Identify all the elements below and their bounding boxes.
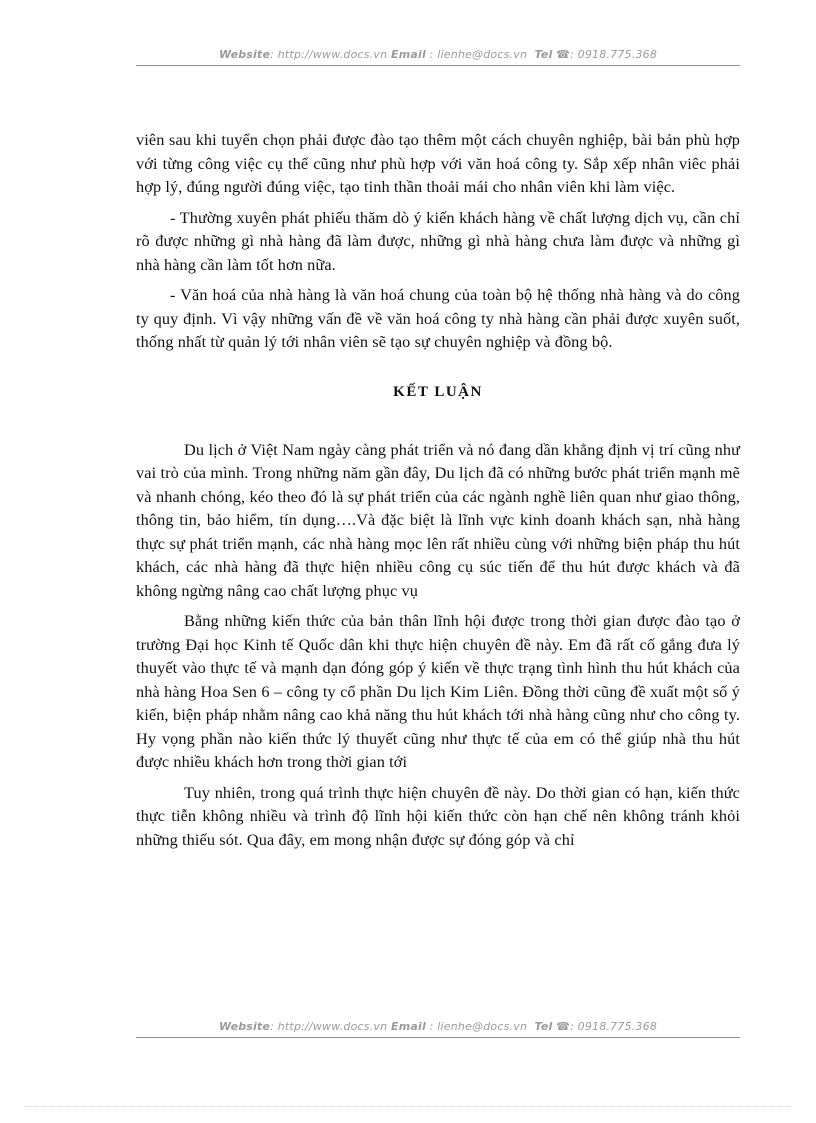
phone-icon: ☎ bbox=[556, 48, 571, 61]
paragraph-conclusion-limitations: Tuy nhiên, trong quá trình thực hiện chuyên đề này. Do thời gian có hạn, kiến thức thực tiễn không nhiều và trình độ lĩnh hội kiến thức còn hạn chế nên không tránh khỏi những thiếu sót. Qua đây, em mong nhận được sự đóng góp và chỉ bbox=[136, 782, 740, 849]
section-title: KẾT LUẬN bbox=[393, 383, 483, 400]
paragraph-conclusion-knowledge: Bằng những kiến thức của bản thân lĩnh hội được trong thời gian được đào tạo ở trường Đại học Kinh tế Quốc dân khi thực hiện chuyên đề này. Em đã rất cố gắng đưa lý thuyết vào thực tế và mạnh dạn đóng góp ý kiến về thực trạng tình hình thu hút khách của nhà hàng Hoa Sen 6 – công ty cổ phần Du lịch Kim Liên. Đồng thời cũng đề xuất một số ý kiến, biện pháp nhằm nâng cao khả năng thu hút khách tới nhà hàng cũng như cho công ty. Hy vọng phần nào kiến thức lý thuyết cũng như thực tế của em có thể giúp nhà thu hút được nhiều khách hơn trong thời gian tới bbox=[136, 611, 740, 771]
footer-email-value: : lienhe@docs.vn bbox=[429, 1020, 528, 1033]
header-website-label: Website bbox=[218, 48, 271, 61]
page-bottom-edge bbox=[24, 1106, 792, 1107]
paragraph-staff-training: viên sau khi tuyển chọn phải được đào tạo thêm một cách chuyên nghiệp, bài bản phù hợp với từng công việc cụ thể cũng như phù hợp với văn hoá công ty. Sắp xếp nhân viêc phải hợp lý, đúng người đúng việc, tạo tinh thần thoải mái cho nhân viên khi làm việc. bbox=[136, 130, 740, 196]
footer-tel-label: Tel bbox=[534, 1020, 553, 1033]
footer-email-label: Email bbox=[391, 1020, 426, 1033]
page-footer bbox=[136, 1020, 740, 1033]
footer-rule bbox=[136, 1037, 740, 1038]
footer-tel-value: : 0918.775.368 bbox=[570, 1020, 658, 1033]
phone-icon: ☎ bbox=[556, 1020, 571, 1033]
page-content bbox=[136, 128, 740, 851]
paragraph-survey: - Thường xuyên phát phiếu thăm dò ý kiến khách hàng về chất lượng dịch vụ, cần chỉ rõ được những gì nhà hàng đã làm được, những gì nhà hàng chưa làm được và những gì nhà hàng cần làm tốt hơn nữa. bbox=[136, 207, 740, 274]
footer-website-value: : http://www.docs.vn bbox=[270, 1020, 388, 1033]
page-header bbox=[136, 48, 740, 61]
header-tel-label: Tel bbox=[534, 48, 553, 61]
footer-website-label: Website bbox=[218, 1020, 271, 1033]
header-email-label: Email bbox=[391, 48, 426, 61]
paragraph-culture: - Văn hoá của nhà hàng là văn hoá chung của toàn bộ hệ thống nhà hàng và do công ty quy định. Vì vậy những vấn đề về văn hoá công ty nhà hàng cần phải được xuyên suốt, thống nhất từ quản lý tới nhân viên sẽ tạo sự chuyên nghiệp và đồng bộ. bbox=[136, 285, 740, 351]
header-website-value: : http://www.docs.vn bbox=[270, 48, 388, 61]
header-rule bbox=[136, 65, 740, 66]
paragraph-conclusion-tourism: Du lịch ở Việt Nam ngày càng phát triển và nó đang dần khẳng định vị trí cũng như vai trò của mình. Trong những năm gần đây, Du lịch đã có những bước phát triển mạnh mẽ và nhanh chóng, kéo theo đó là sự phát triển của các ngành nghề liên quan như giao thông, thông tin, bảo hiểm, tín dụng….Và đặc biệt là lĩnh vực kinh doanh khách sạn, nhà hàng thực sự phát triển mạnh, các nhà hàng mọc lên rất nhiều cùng với những biện pháp thu hút khách, các nhà hàng đã thực hiện nhiều công cụ súc tiến để thu hút được khách và đã không ngừng nâng cao chất lượng phục vụ bbox=[136, 439, 740, 600]
header-email-value: : lienhe@docs.vn bbox=[429, 48, 528, 61]
header-tel-value: : 0918.775.368 bbox=[570, 48, 658, 61]
